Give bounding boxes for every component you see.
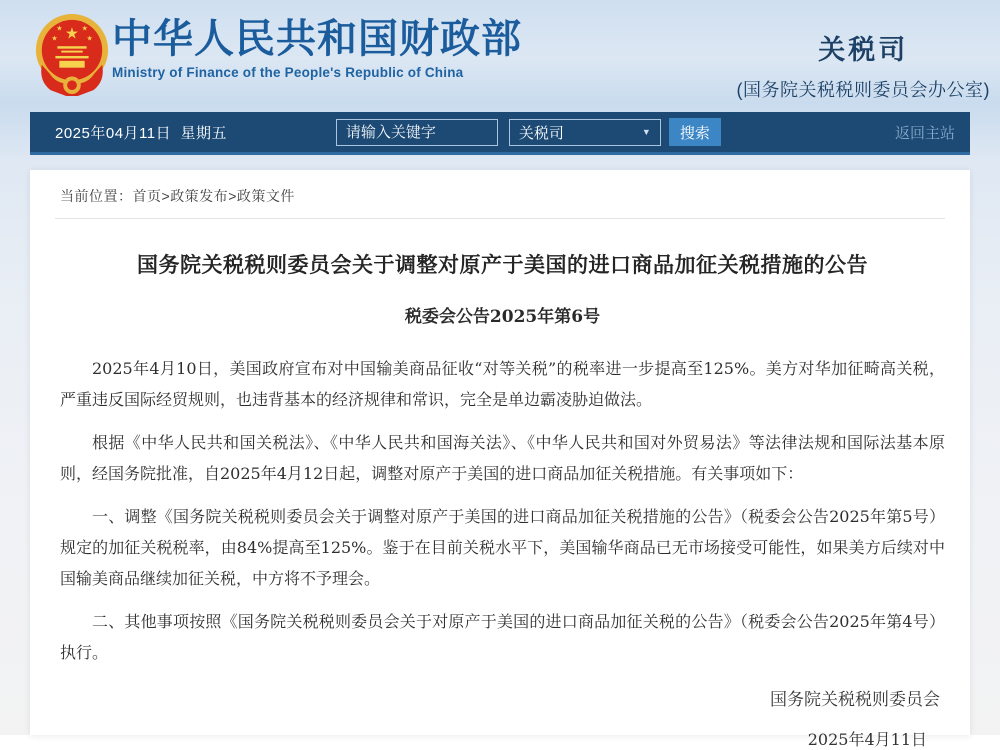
breadcrumb-item-home[interactable]: 首页 [132,188,162,204]
content-card [30,170,970,749]
national-emblem-icon [33,10,111,100]
site-title-english: Ministry of Finance of the People's Republic of China [112,65,464,80]
article-title: 国务院关税税则委员会关于调整对原产于美国的进口商品加征关税措施的公告 [137,254,868,277]
site-title: 中华人民共和国财政部 [112,17,522,61]
paragraph-3: 一、调整《国务院关税税则委员会关于调整对原产于美国的进口商品加征关税措施的公告》（税委会公告2025年第5号）规定的加征关税税率，由84%提高至125%。鉴于在目前关税水平下，美国输华商品已无市场接受可能性，如果美方后续对中国输美商品继续加征关税，中方将不予理会。 [60,507,945,588]
svg-text:★: ★ [56,25,63,33]
chevron-down-icon: ▼ [641,127,651,137]
search-button[interactable]: 搜索 [669,118,721,146]
svg-text:★: ★ [51,35,58,43]
site-header [0,0,1000,112]
current-date: 2025年04月11日 星期五 [55,124,227,142]
breadcrumb-separator: > [161,188,171,204]
document-number: 税委会公告2025年第6号 [404,307,601,327]
issue-date: 2025年4月11日 [807,730,927,749]
issuing-authority: 国务院关税税则委员会 [770,690,940,710]
svg-text:★: ★ [65,25,79,43]
department-label [737,28,991,102]
paragraph-1: 2025年4月10日，美国政府宣布对中国输美商品征收“对等关税”的税率进一步提高至125%。美方对华加征畸高关税，严重违反国际经贸规则，也违背基本的经济规律和常识，完全是单边霸凌胁迫做法。 [60,359,945,409]
search-scope-value: 关税司 [518,124,564,142]
breadcrumb-label: 当前位置： [60,188,133,204]
paragraph-2: 根据《中华人民共和国关税法》、《中华人民共和国海关法》、《中华人民共和国对外贸易法》等法律法规和国际法基本原则，经国务院批准，自2025年4月12日起，调整对原产于美国的进口商品加征关税措施。有关事项如下： [60,433,945,483]
search-input[interactable] [336,119,498,146]
breadcrumb [55,170,945,219]
brand-block [112,16,522,80]
breadcrumb-item-policy-release[interactable]: 政策发布 [170,188,229,204]
breadcrumb-separator: > [228,188,237,204]
breadcrumb-item-policy-document[interactable]: 政策文件 [236,188,295,204]
paragraph-4: 二、其他事项按照《国务院关税税则委员会关于对原产于美国的进口商品加征关税的公告》（税委会公告2025年第4号）执行。 [60,612,945,662]
svg-text:★: ★ [86,35,93,43]
back-to-main-site-link[interactable]: 返回主站 [894,124,955,142]
department-name: 关税司 [818,35,909,65]
svg-text:★: ★ [81,25,88,33]
navbar [30,112,970,155]
article [30,249,970,750]
department-office: (国务院关税税则委员会办公室) [736,80,990,100]
search-scope-select[interactable] [509,119,661,146]
